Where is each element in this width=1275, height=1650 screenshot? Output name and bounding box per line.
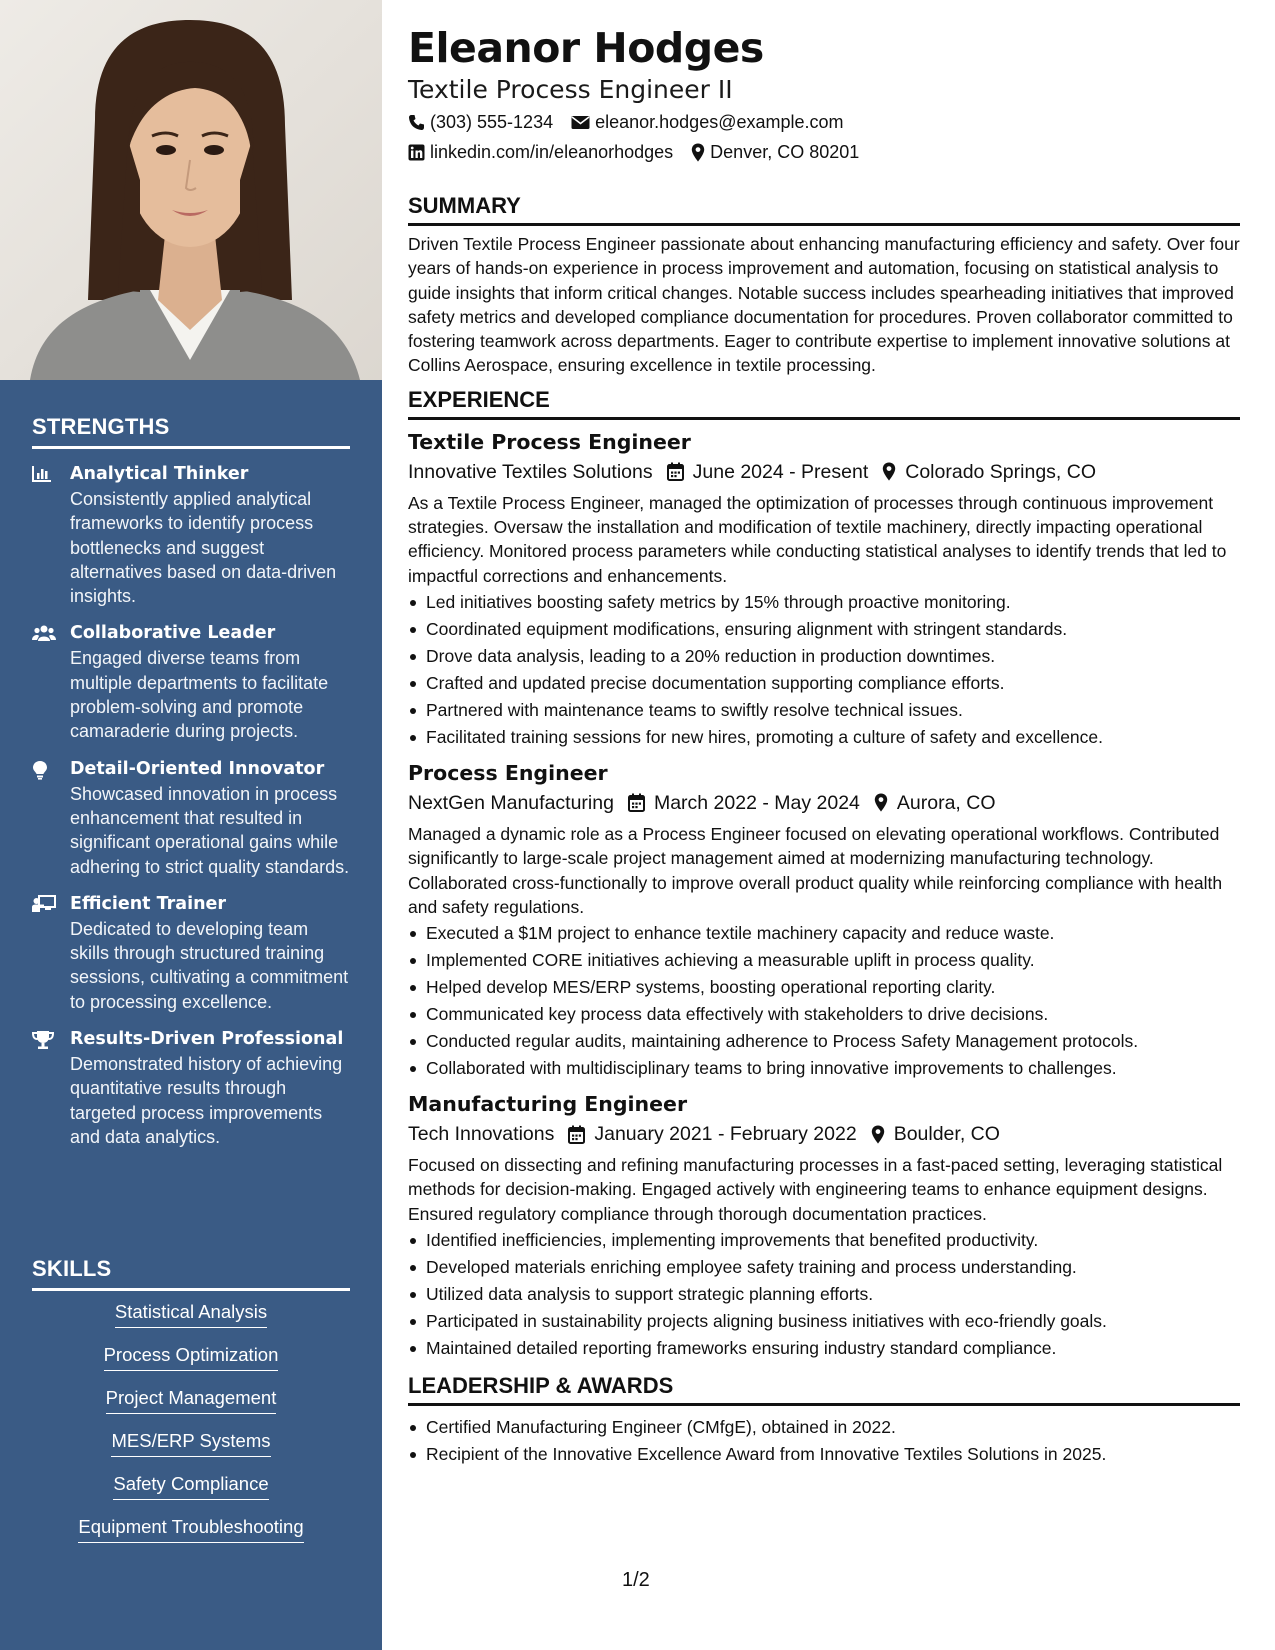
phone-text: (303) 555-1234	[430, 112, 554, 132]
skill-item: MES/ERP Systems	[111, 1429, 270, 1457]
candidate-name: Eleanor Hodges	[408, 24, 764, 72]
strength-title: Collaborative Leader	[70, 623, 276, 644]
divider	[408, 417, 1240, 420]
skills-section	[32, 1256, 350, 1543]
phone-contact[interactable]	[408, 108, 553, 136]
strength-title: Results-Driven Professional	[70, 1029, 344, 1050]
strength-item	[32, 757, 350, 879]
strengths-section	[32, 414, 350, 1149]
trophy-icon	[32, 1027, 70, 1149]
envelope-icon	[571, 115, 590, 130]
list-item: Crafted and updated precise documentation supporting compliance efforts.	[408, 670, 1240, 697]
job-description: Managed a dynamic role as a Process Engineer focused on elevating operational workflows. Contributed significantly to large-scale project management aimed at modernizing manufacturing technology. Collaborated cross-functionally to improve overall product quality while reinforcing compliance with health and safety regulations.	[408, 823, 1223, 917]
job-entry	[408, 1089, 1240, 1362]
job-company: Innovative Textiles Solutions	[408, 460, 653, 483]
skill-list	[32, 1300, 350, 1543]
users-icon	[32, 621, 70, 743]
calendar-icon	[628, 793, 645, 812]
calendar-icon	[568, 1125, 585, 1144]
list-item: Partnered with maintenance teams to swiftly resolve technical issues.	[408, 697, 1240, 724]
job-role: Manufacturing Engineer	[408, 1092, 688, 1117]
strength-text: Dedicated to developing team skills through structured training sessions, cultivating a commitment to processing excellence.	[70, 918, 349, 1012]
main-content	[408, 22, 1240, 1468]
list-item: Drove data analysis, leading to a 20% reduction in production downtimes.	[408, 643, 1240, 670]
list-item: Collaborated with multidisciplinary teams to bring innovative improvements to challenges.	[408, 1055, 1240, 1082]
strength-title: Efficient Trainer	[70, 893, 227, 914]
job-location: Aurora, CO	[874, 788, 996, 818]
strength-title: Analytical Thinker	[70, 464, 249, 484]
list-item: Conducted regular audits, maintaining adherence to Process Safety Management protocols.	[408, 1028, 1240, 1055]
strength-text: Demonstrated history of achieving quantitative results through targeted process improvements and data analytics.	[70, 1054, 343, 1147]
job-meta	[408, 788, 1240, 818]
experience-section	[408, 386, 1240, 1362]
map-pin-icon	[691, 143, 705, 162]
calendar-icon	[667, 462, 684, 481]
job-role: Process Engineer	[408, 760, 608, 785]
job-dates: January 2021 - February 2022	[568, 1119, 856, 1149]
list-item: Executed a $1M project to enhance textile machinery capacity and reduce waste.	[408, 920, 1240, 947]
divider	[408, 223, 1240, 226]
job-location: Colorado Springs, CO	[882, 457, 1096, 487]
job-entry	[408, 427, 1240, 751]
sidebar	[0, 0, 382, 1650]
profile-photo	[0, 0, 382, 380]
list-item: Identified inefficiencies, implementing improvements that benefited productivity.	[408, 1227, 1240, 1254]
list-item: Developed materials enriching employee safety training and process understanding.	[408, 1254, 1240, 1281]
linkedin-text: linkedin.com/in/eleanorhodges	[430, 142, 674, 162]
strength-text: Consistently applied analytical frameworks to identify process bottlenecks and suggest alternatives based on data-driven insights.	[70, 489, 337, 607]
list-item: Maintained detailed reporting frameworks ensuring industry standard compliance.	[408, 1335, 1240, 1362]
job-meta	[408, 1119, 1240, 1149]
strength-item	[32, 462, 350, 608]
summary-text: Driven Textile Process Engineer passionate about enhancing manufacturing efficiency and safety. Over four years of hands-on experience in process improvement and automation, focusing on statistical analysis to guide insights that inform critical changes. Notable success includes spearheading initiatives that improved safety metrics and developed compliance documentation for procedures. Proven collaborator committed to fostering teamwork across departments. Eager to contribute expertise to implement innovative solutions at Collins Aerospace, ensuring excellence in textile processing.	[408, 234, 1240, 376]
job-role: Textile Process Engineer	[408, 429, 691, 454]
job-dates: March 2022 - May 2024	[628, 788, 860, 818]
lightbulb-icon	[32, 757, 70, 879]
email-text: eleanor.hodges@example.com	[595, 112, 844, 132]
leadership-section	[408, 1372, 1240, 1468]
list-item: Coordinated equipment modifications, ensuring alignment with stringent standards.	[408, 616, 1240, 643]
job-bullets	[408, 589, 1240, 751]
job-company: Tech Innovations	[408, 1123, 555, 1146]
divider	[408, 1403, 1240, 1406]
linkedin-contact[interactable]	[408, 138, 673, 166]
skill-item: Statistical Analysis	[115, 1300, 267, 1328]
job-description: Focused on dissecting and refining manufacturing processes in a fast-paced setting, leveraging statistical methods for decision-making. Engaged actively with engineering teams to enhance equipment designs. Ensured regulatory compliance through thorough documentation practices.	[408, 1155, 1223, 1224]
strength-text: Showcased innovation in process enhancement that resulted in significant operational gains while adhering to strict quality standards.	[70, 783, 350, 877]
contact-row	[408, 138, 1240, 166]
phone-icon	[408, 114, 425, 131]
skill-item: Process Optimization	[104, 1343, 279, 1371]
teacher-icon	[32, 892, 70, 1014]
divider	[32, 446, 350, 449]
location-contact	[691, 138, 859, 166]
map-pin-icon	[871, 1125, 885, 1144]
summary-title: SUMMARY	[408, 193, 521, 218]
map-pin-icon	[874, 793, 888, 812]
list-item: Recipient of the Innovative Excellence Award from Innovative Textiles Solutions in 2025.	[408, 1441, 1240, 1468]
skill-item: Project Management	[106, 1386, 277, 1414]
list-item: Utilized data analysis to support strategic planning efforts.	[408, 1281, 1240, 1308]
strength-text: Engaged diverse teams from multiple departments to facilitate problem-solving and promote camaraderie during projects.	[70, 648, 329, 742]
list-item: Implemented CORE initiatives achieving a measurable uplift in process quality.	[408, 947, 1240, 974]
job-company: NextGen Manufacturing	[408, 791, 614, 814]
job-bullets	[408, 920, 1240, 1082]
strength-item	[32, 621, 350, 743]
strength-item	[32, 1027, 350, 1149]
list-item: Helped develop MES/ERP systems, boosting operational reporting clarity.	[408, 974, 1240, 1001]
list-item: Communicated key process data effectively with stakeholders to drive decisions.	[408, 1001, 1240, 1028]
leadership-list	[408, 1414, 1240, 1468]
map-pin-icon	[882, 462, 896, 481]
candidate-title: Textile Process Engineer II	[408, 75, 733, 104]
skill-item: Equipment Troubleshooting	[78, 1515, 303, 1543]
divider	[32, 1288, 350, 1291]
skill-item: Safety Compliance	[113, 1472, 268, 1500]
chart-icon	[32, 462, 70, 608]
strength-item	[32, 892, 350, 1014]
job-meta	[408, 457, 1240, 487]
location-text: Denver, CO 80201	[710, 142, 860, 162]
list-item: Participated in sustainability projects aligning business initiatives with eco-friendly goals.	[408, 1308, 1240, 1335]
skills-title: SKILLS	[32, 1256, 112, 1281]
job-dates: June 2024 - Present	[667, 457, 869, 487]
job-location: Boulder, CO	[871, 1119, 1000, 1149]
contact-row	[408, 108, 1240, 136]
strengths-title: STRENGTHS	[32, 414, 170, 439]
list-item: Facilitated training sessions for new hires, promoting a culture of safety and excellence.	[408, 724, 1240, 751]
experience-title: EXPERIENCE	[408, 386, 550, 412]
email-contact[interactable]	[571, 108, 843, 136]
linkedin-icon	[408, 144, 425, 161]
summary-section	[408, 192, 1240, 378]
page-number: 1/2	[622, 1569, 650, 1591]
list-item: Certified Manufacturing Engineer (CMfgE), obtained in 2022.	[408, 1414, 1240, 1441]
job-entry	[408, 758, 1240, 1082]
strength-title: Detail-Oriented Innovator	[70, 758, 325, 779]
leadership-title: LEADERSHIP & AWARDS	[408, 1373, 674, 1399]
list-item: Led initiatives boosting safety metrics by 15% through proactive monitoring.	[408, 589, 1240, 616]
job-bullets	[408, 1227, 1240, 1362]
job-description: As a Textile Process Engineer, managed the optimization of processes through continuous improvement strategies. Oversaw the installation and modification of textile machinery, directly impacting operational efficiency. Monitored process parameters while conducting statistical analyses to identify trends that led to impactful corrections and enhancements.	[408, 492, 1227, 586]
